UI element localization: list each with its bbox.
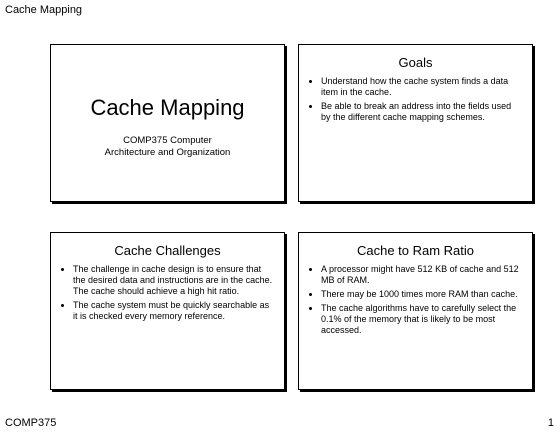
page-footer-course: COMP375 [5, 417, 57, 429]
bullet-list [299, 76, 532, 123]
slide-main-title: Cache Mapping [90, 95, 245, 120]
slide-title: Goals [398, 55, 433, 70]
bullet-list [51, 264, 284, 322]
slide-goals [298, 44, 533, 202]
bullet-list [299, 264, 532, 336]
slide-cache-challenges [50, 232, 285, 390]
page-number: 1 [547, 417, 554, 429]
page-header-title: Cache Mapping [5, 4, 83, 16]
bullet-item: • There may be 1000 times more RAM than cache. [321, 289, 522, 300]
bullet-item: • The cache algorithms have to carefully select the 0.1% of the memory that is likely to be most accessed. [321, 303, 522, 336]
slide-cache-to-ram-ratio [298, 232, 533, 390]
bullet-item: • Understand how the cache system finds a data item in the cache. [321, 76, 522, 98]
bullet-item: • The challenge in cache design is to ensure that the desired data and instructions are in the cache. The cache should achieve a high hit ratio. [73, 264, 274, 297]
slide-title-card [50, 44, 285, 202]
slide-title: Cache to Ram Ratio [356, 243, 475, 258]
subtitle-text: COMP375 Computer Architecture and Organization [104, 135, 231, 158]
bullet-item: • The cache system must be quickly searchable as it is checked every memory reference. [73, 300, 274, 322]
bullet-item: • Be able to break an address into the fields used by the different cache mapping schemes. [321, 101, 522, 123]
bullet-item: • A processor might have 512 KB of cache and 512 MB of RAM. [321, 264, 522, 286]
slide-title: Cache Challenges [114, 243, 221, 258]
slide-subtitle [51, 135, 284, 159]
